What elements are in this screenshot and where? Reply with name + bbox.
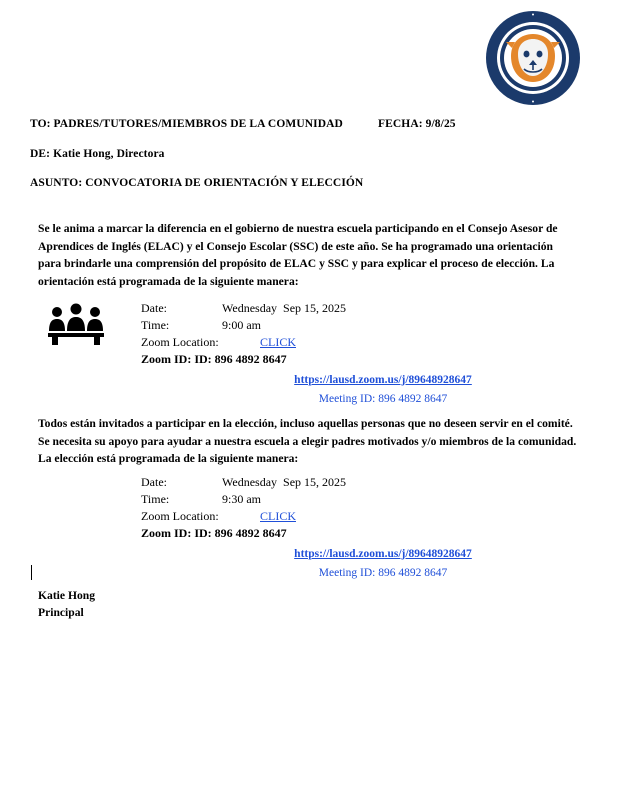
election-time-row [38, 491, 578, 508]
election-date-highlight: Sep 15, 2025 [283, 475, 347, 489]
orientation-time-row [38, 317, 578, 334]
school-crest-logo [485, 10, 581, 106]
election-date-row [38, 474, 578, 491]
orientation-meeting-block [38, 300, 578, 408]
memo-to-line: TO: PADRES/TUTORES/MIEMBROS DE LA COMUNIDAD [30, 118, 343, 130]
memo-from-line: DE: Katie Hong, Directora [30, 148, 165, 160]
orientation-time-value: 9:00 am [222, 318, 261, 332]
election-location-row [38, 508, 578, 525]
orientation-meeting-id: Meeting ID: 896 4892 8647 [318, 393, 448, 405]
election-meeting-id: Meeting ID: 896 4892 8647 [318, 567, 448, 579]
election-meeting-id-row [38, 563, 578, 582]
election-meeting-block [38, 474, 578, 582]
election-time-value: 9:30 am [222, 492, 261, 506]
orientation-date-value [222, 300, 346, 317]
orientation-location-label: Zoom Location: [141, 335, 219, 349]
memo-date-line: FECHA: 9/8/25 [378, 118, 456, 130]
election-zoom-url[interactable]: https://lausd.zoom.us/j/89648928647 [294, 548, 472, 560]
orientation-location-row [38, 334, 578, 351]
signature-name: Katie Hong [38, 589, 96, 602]
orientation-zoom-id-row [38, 351, 578, 370]
orientation-date-day: Wednesday [222, 301, 278, 315]
election-date-value [222, 474, 346, 491]
orientation-zoom-id: Zoom ID: ID: 896 4892 8647 [141, 352, 287, 366]
orientation-date-highlight: Sep 15, 2025 [283, 301, 347, 315]
intro-paragraph: Se le anima a marcar la diferencia en el gobierno de nuestra escuela participando en el Consejo Asesor de Aprendices de Inglés (ELAC) y el Consejo Escolar (SSC) de este año. Se ha programado una orientación para brindarle una comprensión del propósito de ELAC y SSC y para explicar el proceso de elección. La orientación está programada de la siguiente manera: [38, 222, 558, 288]
election-location-label: Zoom Location: [141, 509, 219, 523]
orientation-time-label: Time: [141, 318, 170, 332]
election-url-row [38, 544, 578, 563]
orientation-date-label: Date: [141, 301, 167, 315]
orientation-click-link[interactable]: CLICK [260, 335, 296, 349]
election-click-link[interactable]: CLICK [260, 509, 296, 523]
election-date-day: Wednesday [222, 475, 278, 489]
orientation-meeting-id-row [38, 389, 578, 408]
election-zoom-id: Zoom ID: ID: 896 4892 8647 [141, 526, 287, 540]
election-date-label: Date: [141, 475, 167, 489]
signature-title: Principal [38, 606, 84, 619]
text-cursor [31, 565, 32, 580]
memo-subject-line: ASUNTO: CONVOCATORIA DE ORIENTACIÓN Y ELECCIÓN [30, 177, 364, 189]
election-time-label: Time: [141, 492, 170, 506]
election-zoom-id-row [38, 525, 578, 544]
orientation-date-row [38, 300, 578, 317]
election-paragraph: Todos están invitados a participar en la elección, incluso aquellas personas que no deseen servir en el comité. Se necesita su apoyo para ayudar a nuestra escuela a elegir padres motivados y/o miembros de la comunidad. La elección está programada de la siguiente manera: [38, 417, 577, 466]
orientation-zoom-url[interactable]: https://lausd.zoom.us/j/89648928647 [294, 374, 472, 386]
orientation-url-row [38, 370, 578, 389]
